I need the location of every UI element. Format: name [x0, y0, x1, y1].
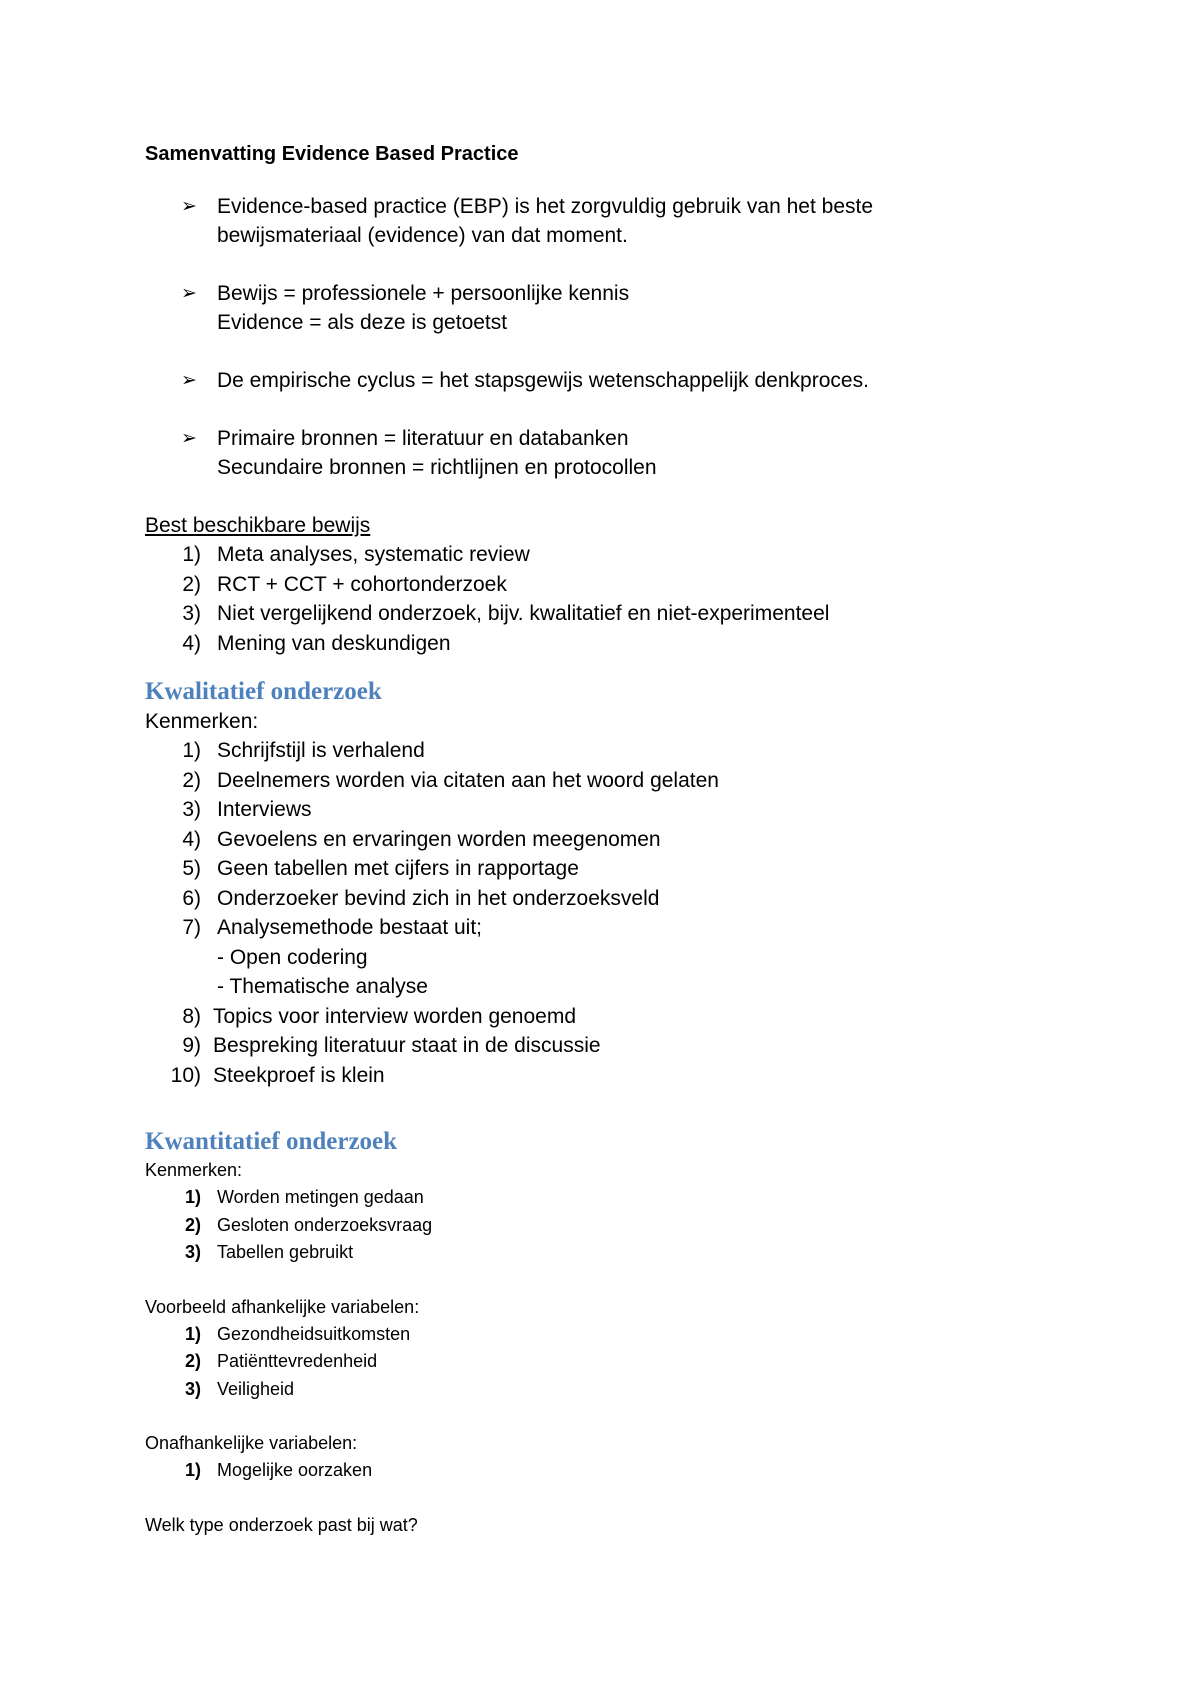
arrow-bullet-icon: ➢ — [181, 370, 197, 391]
quantitative-heading: Kwantitatief onderzoek — [145, 1128, 398, 1155]
list-item: 2) Gesloten onderzoeksvraag — [184, 1214, 433, 1235]
list-item: 7) Analysemethode bestaat uit; - Open codering - Thematische analyse — [145, 913, 1045, 1002]
independent-variables-list — [145, 1457, 1045, 1485]
list-item: 8) Topics voor interview worden genoemd — [182, 1004, 577, 1028]
qualitative-heading: Kwalitatief onderzoek — [145, 678, 382, 705]
list-item: 3) Interviews — [182, 798, 312, 821]
bullet-line: Evidence = als deze is getoetst — [217, 311, 508, 334]
list-item: 1) Mogelijke oorzaken — [184, 1460, 373, 1480]
list-item: 1) Schrijfstijl is verhalend — [182, 739, 425, 762]
list-item: 2) RCT + CCT + cohortonderzoek — [182, 572, 507, 596]
list-item: 9) Bespreking literatuur staat in de discussie — [182, 1034, 601, 1057]
list-item: 2) Patiënttevredenheid — [184, 1351, 378, 1371]
bullet-item — [145, 366, 1045, 395]
intro-bullet-list — [145, 192, 1045, 482]
sub-item: - Thematische analyse — [217, 975, 428, 998]
list-item: 6) Onderzoeker bevind zich in het onderzoeksveld — [182, 886, 660, 910]
bullet-line: Secundaire bronnen = richtlijnen en protocollen — [217, 456, 657, 479]
sub-item: - Open codering — [217, 945, 368, 969]
bullet-item — [145, 279, 1045, 337]
bullet-line: bewijsmateriaal (evidence) van dat moment. — [217, 224, 628, 247]
arrow-bullet-icon: ➢ — [181, 196, 197, 217]
qualitative-list-continued — [145, 1002, 1045, 1091]
bullet-line: Evidence-based practice (EBP) is het zorgvuldig gebruik van het beste — [217, 195, 874, 218]
list-item: 1) Meta analyses, systematic review — [182, 543, 530, 566]
bullet-item — [145, 424, 1045, 482]
list-item: 3) Tabellen gebruikt — [184, 1242, 354, 1262]
list-item: 5) Geen tabellen met cijfers in rapportage — [182, 857, 579, 880]
dependent-variables-list — [145, 1321, 1045, 1404]
document-page — [145, 140, 1045, 1539]
dependent-variables-label: Voorbeeld afhankelijke variabelen: — [145, 1296, 420, 1317]
quantitative-list — [145, 1184, 1045, 1267]
bullet-line: Primaire bronnen = literatuur en databanken — [217, 427, 629, 450]
quantitative-label: Kenmerken: — [145, 1160, 243, 1180]
bullet-line: Bewijs = professionele + persoonlijke kennis — [217, 282, 630, 305]
document-title: Samenvatting Evidence Based Practice — [145, 143, 519, 165]
bullet-line: De empirische cyclus = het stapsgewijs wetenschappelijk denkproces. — [217, 369, 869, 392]
qualitative-label: Kenmerken: — [145, 710, 259, 733]
list-item: 4) Mening van deskundigen — [182, 631, 451, 655]
bullet-item — [145, 192, 1045, 250]
list-item: 1) Gezondheidsuitkomsten — [184, 1323, 411, 1344]
arrow-bullet-icon: ➢ — [181, 428, 197, 449]
list-item: 2) Deelnemers worden via citaten aan het woord gelaten — [182, 768, 719, 792]
independent-variables-label: Onafhankelijke variabelen: — [145, 1433, 358, 1453]
list-item: 4) Gevoelens en ervaringen worden meegenomen — [182, 827, 661, 851]
qualitative-list — [145, 736, 1045, 1002]
list-item: 1) Worden metingen gedaan — [184, 1187, 424, 1207]
best-evidence-list — [145, 540, 1045, 658]
best-evidence-heading: Best beschikbare bewijs — [145, 514, 371, 537]
closing-question: Welk type onderzoek past bij wat? — [145, 1514, 418, 1535]
list-item: 3) Niet vergelijkend onderzoek, bijv. kwalitatief en niet-experimenteel — [182, 602, 830, 625]
arrow-bullet-icon: ➢ — [181, 283, 197, 304]
list-item: 3) Veiligheid — [184, 1378, 295, 1399]
list-item: 10) Steekproef is klein — [170, 1063, 385, 1087]
